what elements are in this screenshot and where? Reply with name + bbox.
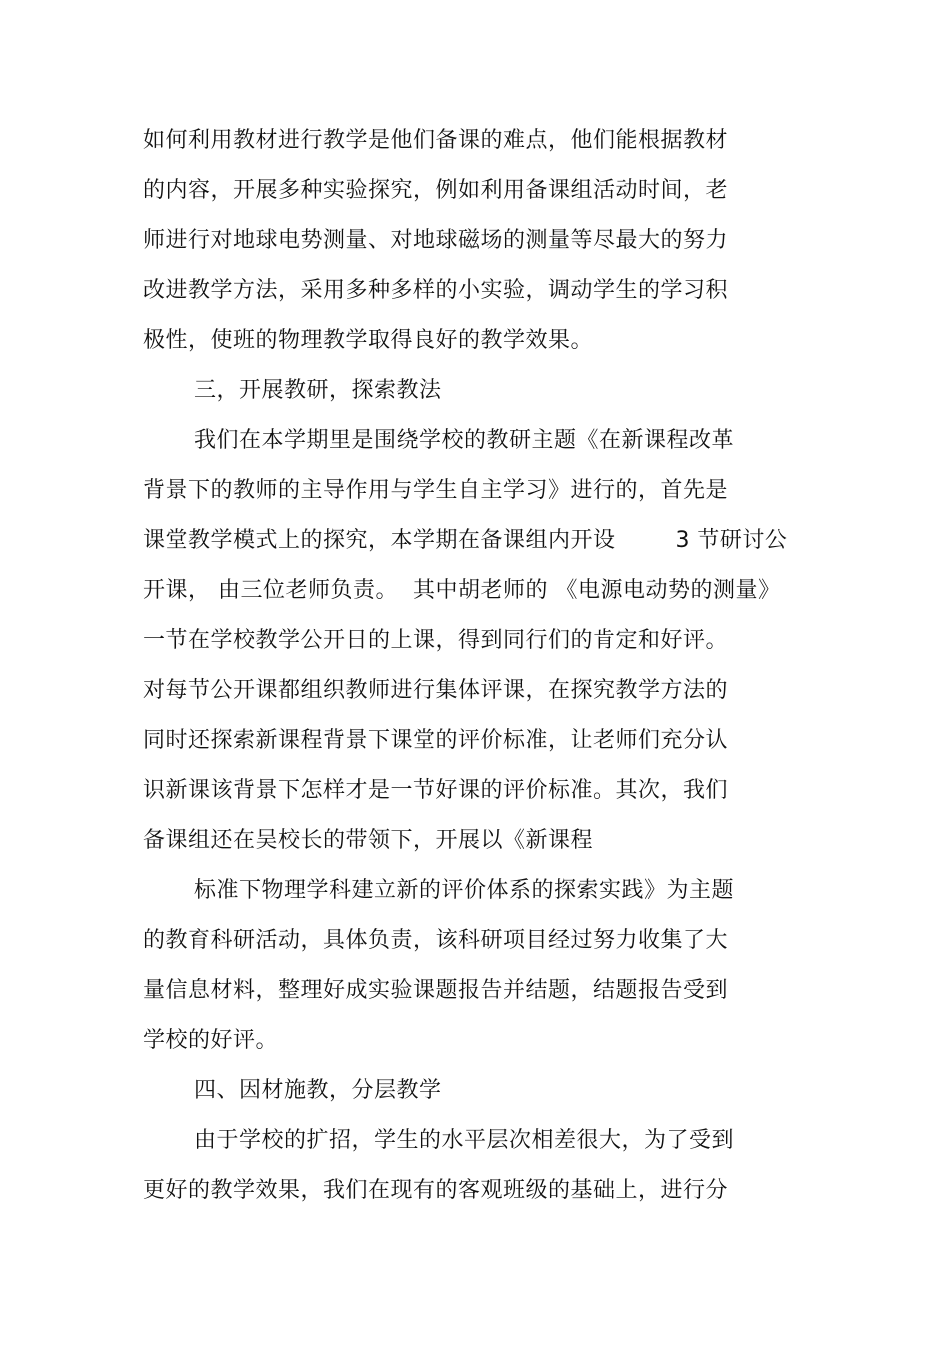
text-line: 同时还探索新课程背景下课堂的评价标准，让老师们充分认 xyxy=(143,728,729,753)
text-line: 学校的好评。 xyxy=(143,1028,279,1053)
text-line: 改进教学方法，采用多种多样的小实验，调动学生的学习积 xyxy=(143,278,729,303)
text-line: 师进行对地球电势测量、对地球磁场的测量等尽最大的努力 xyxy=(143,228,729,253)
text-line: 我们在本学期里是围绕学校的教研主题《在新课程改革 xyxy=(194,428,735,453)
text-line: 极性，使班的物理教学取得良好的教学效果。 xyxy=(143,328,594,353)
text-line: 的教育科研活动，具体负责，该科研项目经过努力收集了大 xyxy=(143,928,729,953)
text-line: 课堂教学模式上的探究，本学期在备课组内开设 3 节研讨公 xyxy=(143,528,788,553)
text-line: 的内容，开展多种实验探究，例如利用备课组活动时间，老 xyxy=(143,178,729,203)
text-line: 备课组还在吴校长的带领下，开展以《新课程 xyxy=(143,828,594,853)
text-line: 量信息材料，整理好成实验课题报告并结题，结题报告受到 xyxy=(143,978,729,1003)
text-line: 标准下物理学科建立新的评价体系的探索实践》为主题 xyxy=(194,878,735,903)
text-line: 背景下的教师的主导作用与学生自主学习》进行的，首先是 xyxy=(143,478,729,503)
text-line: 识新课该背景下怎样才是一节好课的评价标准。其次，我们 xyxy=(143,778,729,803)
text-line: 一节在学校教学公开日的上课，得到同行们的肯定和好评。 xyxy=(143,628,729,653)
text-line: 如何利用教材进行教学是他们备课的难点，他们能根据教材 xyxy=(143,128,729,153)
text-line: 开课， 由三位老师负责。 其中胡老师的 《电源电动势的测量》 xyxy=(143,578,781,603)
text-line: 更好的教学效果，我们在现有的客观班级的基础上，进行分 xyxy=(143,1178,729,1203)
section-heading: 三，开展教研，探索教法 xyxy=(194,378,442,403)
text-line: 由于学校的扩招，学生的水平层次相差很大，为了受到 xyxy=(194,1128,735,1153)
section-heading: 四、因材施教，分层教学 xyxy=(194,1078,442,1103)
text-line: 对每节公开课都组织教师进行集体评课，在探究教学方法的 xyxy=(143,678,729,703)
